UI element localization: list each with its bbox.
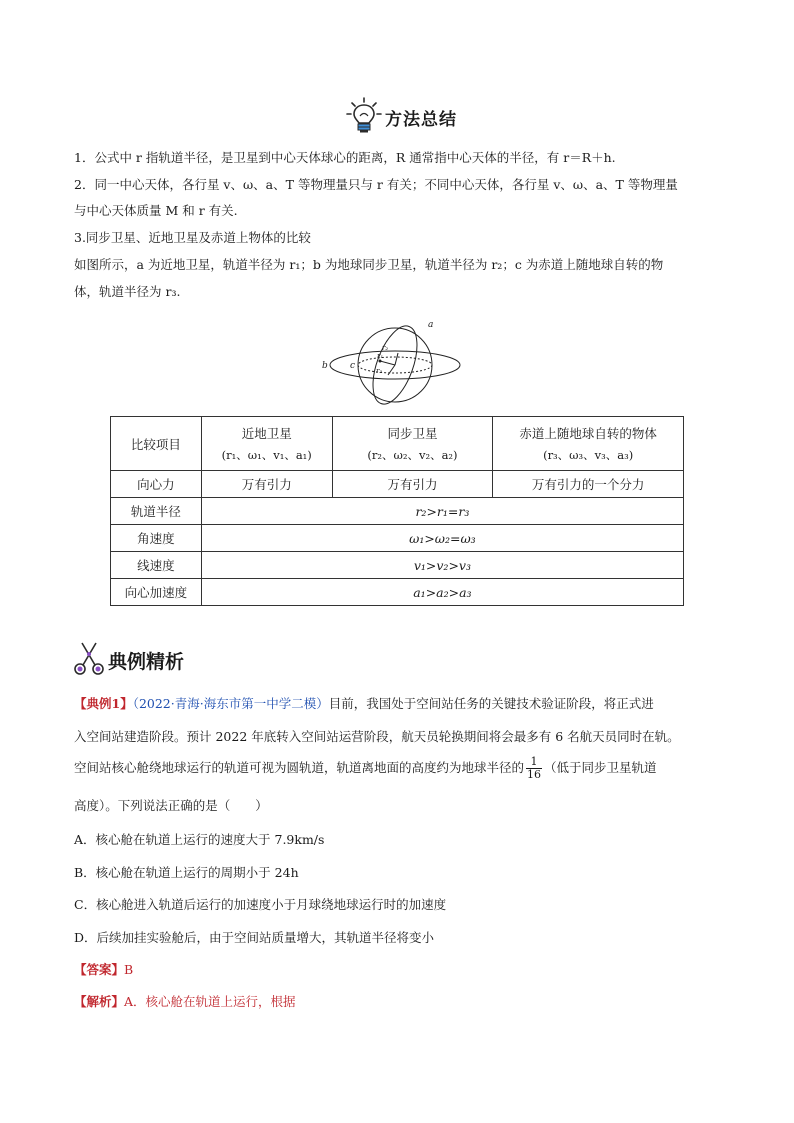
table-cell: 万有引力 <box>201 471 332 498</box>
col-subtitle: (r₃、ω₃、v₃、a₃) <box>543 448 634 462</box>
summary-point-3: 3.同步卫星、近地卫星及赤道上物体的比较 <box>74 230 311 245</box>
table-cell: a₁>a₂>a₃ <box>201 579 683 606</box>
label-a: a <box>428 320 434 330</box>
label-r1: r₁ <box>377 352 384 360</box>
orbit-diagram <box>320 315 470 415</box>
option-b: B．核心舱在轨道上运行的周期小于 24h <box>74 865 299 880</box>
answer-tag: 【答案】 <box>74 962 125 977</box>
summary-figure-desc-cont: 体，轨道半径为 r₃. <box>74 284 181 299</box>
table-row <box>111 525 684 552</box>
table-cell: r₂>r₁=r₃ <box>201 498 683 525</box>
example-tag: 【典例1】 <box>74 696 133 711</box>
table-cell <box>201 417 332 471</box>
lightbulb-icon <box>344 96 384 136</box>
table-cell: 向心加速度 <box>111 579 202 606</box>
table-cell: 万有引力 <box>332 471 493 498</box>
table-row <box>111 552 684 579</box>
label-r3: r₃ <box>376 367 383 375</box>
col-subtitle: (r₂、ω₂、v₂、a₂) <box>367 448 458 462</box>
option-c: C．核心舱进入轨道后运行的加速度小于月球绕地球运行时的加速度 <box>74 897 447 912</box>
label-c: c <box>350 361 356 371</box>
answer-line <box>74 960 133 978</box>
summary-point-1: 1．公式中 r 指轨道半径，是卫星到中心天体球心的距离，R 通常指中心天体的半径，有 r＝R＋h. <box>74 150 616 165</box>
col-title: 近地卫星 <box>241 426 292 441</box>
table-cell <box>332 417 493 471</box>
comparison-table <box>110 416 684 606</box>
table-cell: 线速度 <box>111 552 202 579</box>
table-row <box>111 471 684 498</box>
answer-value: B <box>124 962 134 977</box>
fraction <box>526 756 542 781</box>
summary-point-2: 2．同一中心天体，各行星 v、ω、a、T 等物理量只与 r 有关；不同中心天体，各行星 v、ω、a、T 等物理量 <box>74 177 678 192</box>
table-cell: v₁>v₂>v₃ <box>201 552 683 579</box>
col-title: 赤道上随地球自转的物体 <box>519 426 657 441</box>
question-text: 空间站核心舱绕地球运行的轨道可视为圆轨道，轨道离地面的高度约为地球半径的 <box>74 760 525 775</box>
summary-figure-desc: 如图所示，a 为近地卫星，轨道半径为 r₁；b 为地球同步卫星，轨道半径为 r₂；c 为赤道上随地球自转的物 <box>74 257 664 272</box>
fraction-numerator: 1 <box>526 756 542 769</box>
table-cell: 轨道半径 <box>111 498 202 525</box>
example-title: 典例精析 <box>108 651 185 673</box>
table-cell: ω₁>ω₂=ω₃ <box>201 525 683 552</box>
section-title: 方法总结 <box>385 110 457 130</box>
table-row <box>111 579 684 606</box>
label-r2: r₂ <box>382 344 389 352</box>
question-source: （2022·青海·海东市第一中学二模） <box>132 696 329 711</box>
analysis-text: A．核心舱在轨道上运行，根据 <box>124 994 296 1009</box>
question-text: 目前，我国处于空间站任务的关键技术验证阶段，将正式进 <box>328 696 654 711</box>
method-summary-header <box>0 96 794 136</box>
table-header-row <box>111 417 684 471</box>
option-d: D．后续加挂实验舱后，由于空间站质量增大，其轨道半径将变小 <box>74 930 435 945</box>
label-b: b <box>322 361 328 371</box>
question-line-1 <box>74 694 654 712</box>
fraction-denominator: 16 <box>527 768 542 781</box>
summary-point-2-cont: 与中心天体质量 M 和 r 有关. <box>74 203 238 218</box>
table-cell <box>493 417 684 471</box>
table-cell: 角速度 <box>111 525 202 552</box>
question-line-2: 入空间站建造阶段。预计 2022 年底转入空间站运营阶段，航天员轮换期间将会最多有 6 名航天员同时在轨。 <box>74 729 680 744</box>
analysis-line <box>74 992 296 1010</box>
question-text: （低于同步卫星轨道 <box>544 760 657 775</box>
question-line-4: 高度）。下列说法正确的是（ ） <box>74 798 268 813</box>
question-line-3 <box>74 756 657 781</box>
table-cell: 比较项目 <box>111 417 202 471</box>
table-cell: 万有引力的一个分力 <box>493 471 684 498</box>
table-cell: 向心力 <box>111 471 202 498</box>
col-title: 同步卫星 <box>387 426 438 441</box>
table-row <box>111 498 684 525</box>
col-subtitle: (r₁、ω₁、v₁、a₁) <box>221 448 312 462</box>
option-a: A．核心舱在轨道上运行的速度大于 7.9km/s <box>74 832 325 847</box>
example-header <box>72 637 212 679</box>
scissors-icon <box>72 639 106 677</box>
analysis-tag: 【解析】 <box>74 994 125 1009</box>
